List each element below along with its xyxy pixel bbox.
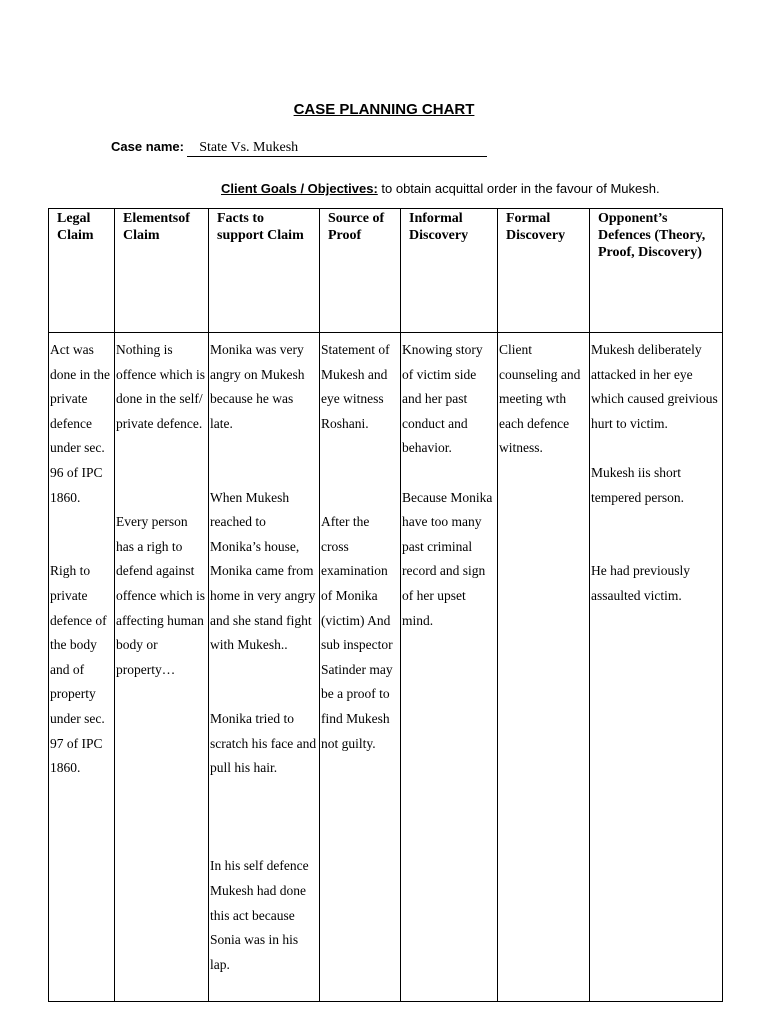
header-informal-discovery: Informal Discovery (401, 209, 498, 333)
cell-formal-discovery (498, 333, 590, 1002)
header-facts: Facts to support Claim (209, 209, 320, 333)
header-elements-of-claim: Elementsof Claim (115, 209, 209, 333)
header-legal-claim: Legal Claim (49, 209, 115, 333)
cell-elements (115, 333, 209, 1002)
opponent-text: He had previously assaulted victim. (591, 563, 690, 603)
case-name-label: Case name: (111, 139, 184, 154)
cell-facts (209, 333, 320, 1002)
facts-text: In his self defence Mukesh had done this act because Sonia was in his lap. (210, 858, 309, 972)
source-text: After the cross examination of Monika (victim) And sub inspector Satinder may be a proof to find Mukesh not guilty. (321, 514, 393, 751)
header-opponent-defences: Opponent’s Defences (Theory, Proof, Discovery) (590, 209, 723, 333)
formal-text: Client counseling and meeting wth each defence witness. (499, 342, 581, 456)
table-header-row (49, 209, 723, 333)
document-title: CASE PLANNING CHART (293, 101, 475, 118)
client-goals-line (221, 181, 660, 196)
client-goals-value: to obtain acquittal order in the favour of Mukesh. (377, 181, 660, 196)
legal-claim-text: Righ to private defence of the body and of property under sec. 97 of IPC 1860. (50, 563, 107, 776)
cell-opponent-defences (590, 333, 723, 1002)
facts-text: Monika was very angry on Mukesh because he was late. (210, 342, 305, 431)
elements-text: Every person has a righ to defend against offence which is affecting human body or property… (116, 514, 205, 677)
informal-text: Knowing story of victim side and her past conduct and behavior. (402, 342, 483, 456)
cell-legal-claim (49, 333, 115, 1002)
header-formal-discovery: Formal Discovery (498, 209, 590, 333)
opponent-text: Mukesh iis short tempered person. (591, 464, 684, 505)
facts-text: Monika tried to scratch his face and pull his hair. (210, 710, 317, 776)
source-text: Statement of Mukesh and eye witness Roshani. (321, 342, 390, 431)
case-name-line (111, 139, 487, 157)
table-body-row (49, 333, 723, 1002)
legal-claim-text: Act was done in the private defence under sec. 96 of IPC 1860. (50, 342, 110, 505)
opponent-text: Mukesh deliberately attacked in her eye which caused greivious hurt to victim. (591, 342, 718, 431)
case-name-value: State Vs. Mukesh (187, 140, 487, 157)
elements-text: Nothing is offence which is done in the self/ private defence. (116, 342, 205, 431)
informal-text: Because Monika have too many past criminal record and sign of her upset mind. (402, 489, 493, 628)
cell-informal-discovery (401, 333, 498, 1002)
header-source-of-proof: Source of Proof (320, 209, 401, 333)
cell-source-of-proof (320, 333, 401, 1002)
case-planning-table (48, 208, 723, 1002)
client-goals-label: Client Goals / Objectives: (221, 181, 378, 196)
facts-text: When Mukesh reached to Monika’s house, Monika came from home in very angry and she stand fight with Mukesh.. (210, 489, 316, 653)
